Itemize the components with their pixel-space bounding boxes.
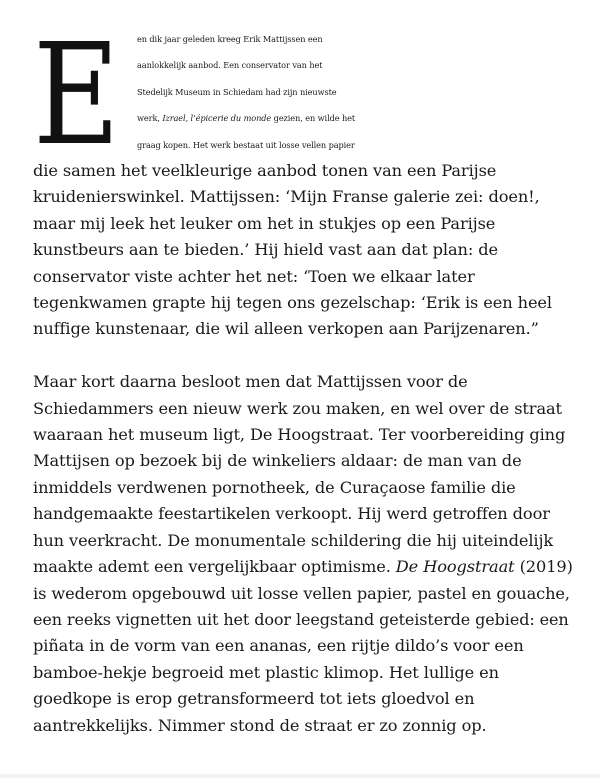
page-bottom-edge [0, 774, 600, 778]
artwork-title: De Hoogstraat [395, 557, 515, 577]
text-line: Stedelijk Museum in Schiedam had zijn nieuwste [137, 86, 337, 97]
text-line: maar mij leek het leuker om het in stukjes op een Parijse [33, 213, 496, 233]
text-fragment: gezien, en wilde het [271, 113, 356, 124]
text-line: kunstbeurs aan te bieden.’ Hij hield vast aan dat plan: de [33, 240, 499, 260]
drop-cap: E [33, 26, 120, 150]
text-fragment: werk, [137, 113, 163, 124]
text-line: conservator viste achter het net: ‘Toen we elkaar later [33, 266, 475, 286]
text-line: kruidenierswinkel. Mattijssen: ‘Mijn Franse galerie zei: doen!, [33, 187, 540, 207]
text-line: tegenkwamen grapte hij tegen ons gezelschap: ‘Erik is een heel [33, 293, 552, 313]
text-line: hun veerkracht. De monumentale schildering die hij uiteindelijk [33, 530, 554, 550]
article-body [33, 26, 573, 739]
text-fragment: maakte ademt een vergelijkbaar optimisme. [33, 557, 396, 577]
text-line: goedkope is erop getransformeerd tot iets gloedvol en [33, 689, 475, 709]
text-line: inmiddels verdwenen pornotheek, de Curaçaose familie die [33, 477, 516, 497]
text-line: die samen het veelkleurige aanbod tonen van een Parijse [33, 161, 497, 181]
text-line: handgemaakte feestartikelen verkoopt. Hij werd getroffen door [33, 504, 550, 524]
text-line: bamboe-hekje begroeid met plastic klimop. Het lullige en [33, 662, 499, 682]
text-line: graag kopen. Het werk bestaat uit losse vellen papier [137, 139, 355, 150]
artwork-title: Izrael, l’épicerie du monde [162, 113, 272, 124]
text-line: aanlokkelijk aanbod. Een conservator van het [137, 60, 323, 71]
text-line: Schiedammers een nieuw werk zou maken, en wel over de straat [33, 398, 562, 418]
paragraph-gap [33, 343, 573, 369]
text-line [33, 554, 573, 580]
text-fragment: (2019) [514, 557, 573, 577]
paragraph-2 [33, 369, 573, 739]
text-line: waaraan het museum ligt, De Hoogstraat. Ter voorbereiding ging [33, 425, 566, 445]
text-line: aantrekkelijks. Nimmer stond de straat er zo zonnig op. [33, 715, 487, 735]
text-line: Maar kort daarna besloot men dat Mattijssen voor de [33, 372, 468, 392]
text-line: is wederom opgebouwd uit losse vellen papier, pastel en gouache, [33, 583, 570, 603]
text-line: nuffige kunstenaar, die wil alleen verkopen aan Parijzenaren.” [33, 319, 539, 339]
text-line: Mattijsen op bezoek bij de winkeliers aldaar: de man van de [33, 451, 522, 471]
text-line: en dik jaar geleden kreeg Erik Mattijssen een [137, 34, 323, 44]
text-line: piñata in de vorm van een ananas, een rijtje dildo’s voor een [33, 636, 524, 656]
text-line: een reeks vignetten uit het door leegstand geteisterde gebied: een [33, 609, 569, 629]
